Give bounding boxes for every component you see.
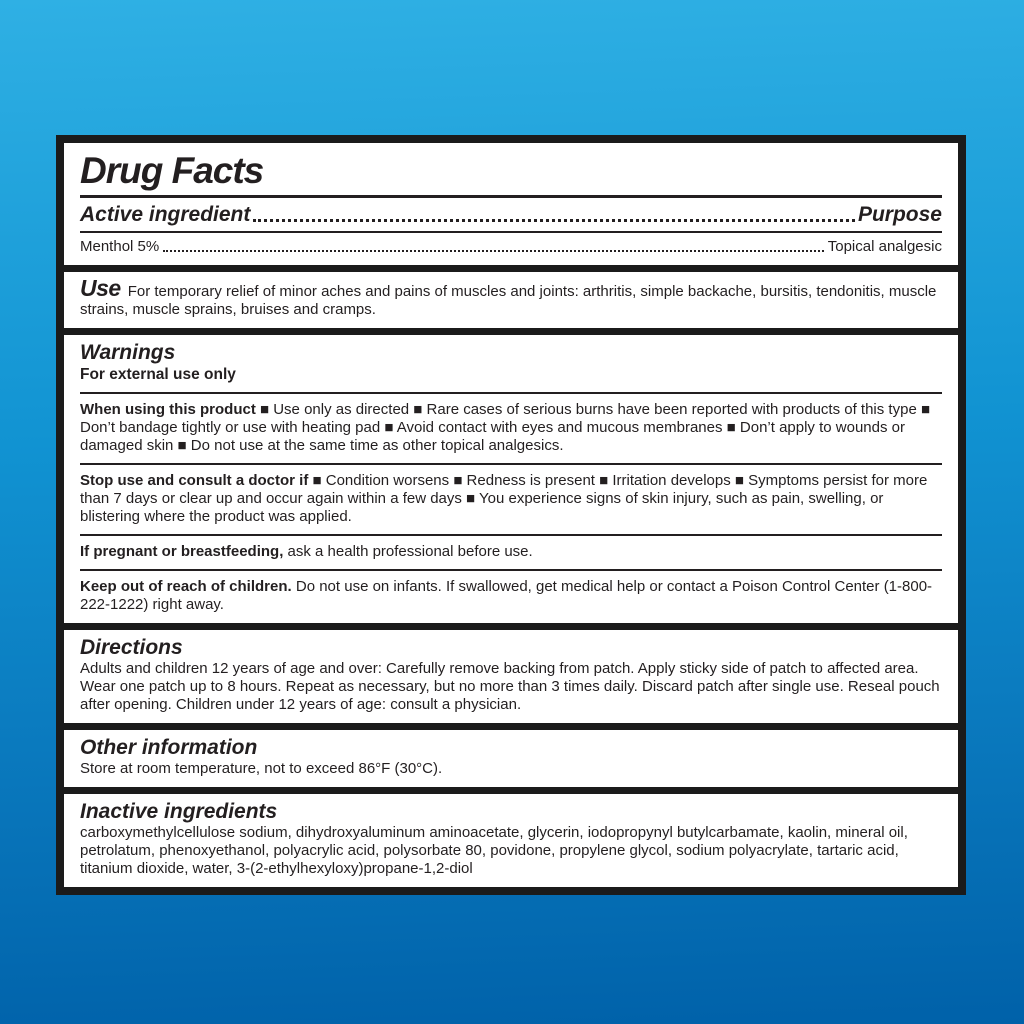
when-using-text: ■ Use only as directed ■ Rare cases of serious burns have been reported with products of this type ■ Don’t bandage tightly or use with heating pad ■ Avoid contact with eyes and mucous membranes ■ Don’t apply to wounds or damaged skin ■ Do not use at the same time as other topical analgesics.: [80, 401, 931, 454]
drug-facts-title: Drug Facts: [80, 150, 264, 191]
keep-out-text: Do not use on infants. If swallowed, get medical help or contact a Poison Control Center (1-800-222-1222) right away.: [80, 578, 933, 613]
active-ingredient-name: Menthol 5%: [80, 238, 160, 255]
when-using-lead: When using this product: [80, 401, 256, 418]
warnings-divider: [80, 463, 942, 465]
purpose-heading: Purpose: [857, 203, 942, 226]
pregnant-paragraph: [80, 543, 942, 561]
other-information-text: Store at room temperature, not to exceed 86°F (30°C).: [80, 760, 443, 777]
use-panel: [64, 272, 958, 328]
other-information-heading: Other information: [80, 736, 258, 759]
when-using-paragraph: [80, 401, 942, 455]
use-heading: Use: [80, 275, 121, 301]
warnings-divider: [80, 569, 942, 571]
other-information-panel: [64, 730, 958, 787]
purpose-value: Topical analgesic: [827, 238, 942, 255]
warnings-divider: [80, 534, 942, 536]
stop-use-text: ■ Condition worsens ■ Redness is present ■ Irritation develops ■ Symptoms persist for more than 7 days or clear up and occur again within a few days ■ You experience signs of skin injury, such as pain, swelling, or blistering where the product was applied.: [80, 472, 928, 525]
stop-use-lead: Stop use and consult a doctor if: [80, 472, 309, 489]
warnings-panel: [64, 335, 958, 623]
directions-panel: [64, 630, 958, 723]
active-ingredient-header-row: [80, 202, 942, 228]
directions-text: Adults and children 12 years of age and over: Carefully remove backing from patch. Apply sticky side of patch to affected area. Wear one patch up to 8 hours. Repeat as necessary, but no more than 3 times daily. Discard patch after single use. Reseal pouch after opening. Children under 12 years of age: consult a physician.: [80, 660, 940, 713]
active-ingredient-divider: [80, 231, 942, 233]
use-paragraph: [80, 275, 942, 319]
active-ingredient-value-row: [80, 237, 942, 256]
active-ingredient-heading: Active ingredient: [80, 203, 251, 226]
keep-out-paragraph: [80, 578, 942, 614]
keep-out-lead: Keep out of reach of children.: [80, 578, 292, 595]
external-use-subheading: For external use only: [80, 366, 236, 383]
pregnant-lead: If pregnant or breastfeeding,: [80, 543, 284, 560]
warnings-heading: Warnings: [80, 341, 176, 364]
drug-facts-label: [56, 135, 966, 895]
pregnant-text: ask a health professional before use.: [283, 543, 533, 560]
inactive-ingredients-heading: Inactive ingredients: [80, 800, 278, 823]
inactive-ingredients-text: carboxymethylcellulose sodium, dihydroxyaluminum aminoacetate, glycerin, iodopropynyl butylcarbamate, kaolin, mineral oil, petrolatum, phenoxyethanol, polyacrylic acid, polysorbate 80, povidone, propylene glycol, sodium polyacrylate, tartaric acid, titanium dioxide, water, 3-(2-ethylhexyloxy)propane-1,2-diol: [80, 824, 908, 877]
title-divider: [80, 195, 942, 198]
directions-heading: Directions: [80, 636, 183, 659]
inactive-ingredients-panel: [64, 794, 958, 887]
warnings-divider: [80, 392, 942, 394]
dotted-leader: [253, 219, 855, 222]
stop-use-paragraph: [80, 472, 942, 526]
header-panel: [64, 143, 958, 265]
dotted-leader: [163, 250, 824, 252]
use-text: For temporary relief of minor aches and pains of muscles and joints: arthritis, simple backache, bursitis, tendonitis, muscle strains, muscle sprains, bruises and cramps.: [80, 283, 937, 318]
